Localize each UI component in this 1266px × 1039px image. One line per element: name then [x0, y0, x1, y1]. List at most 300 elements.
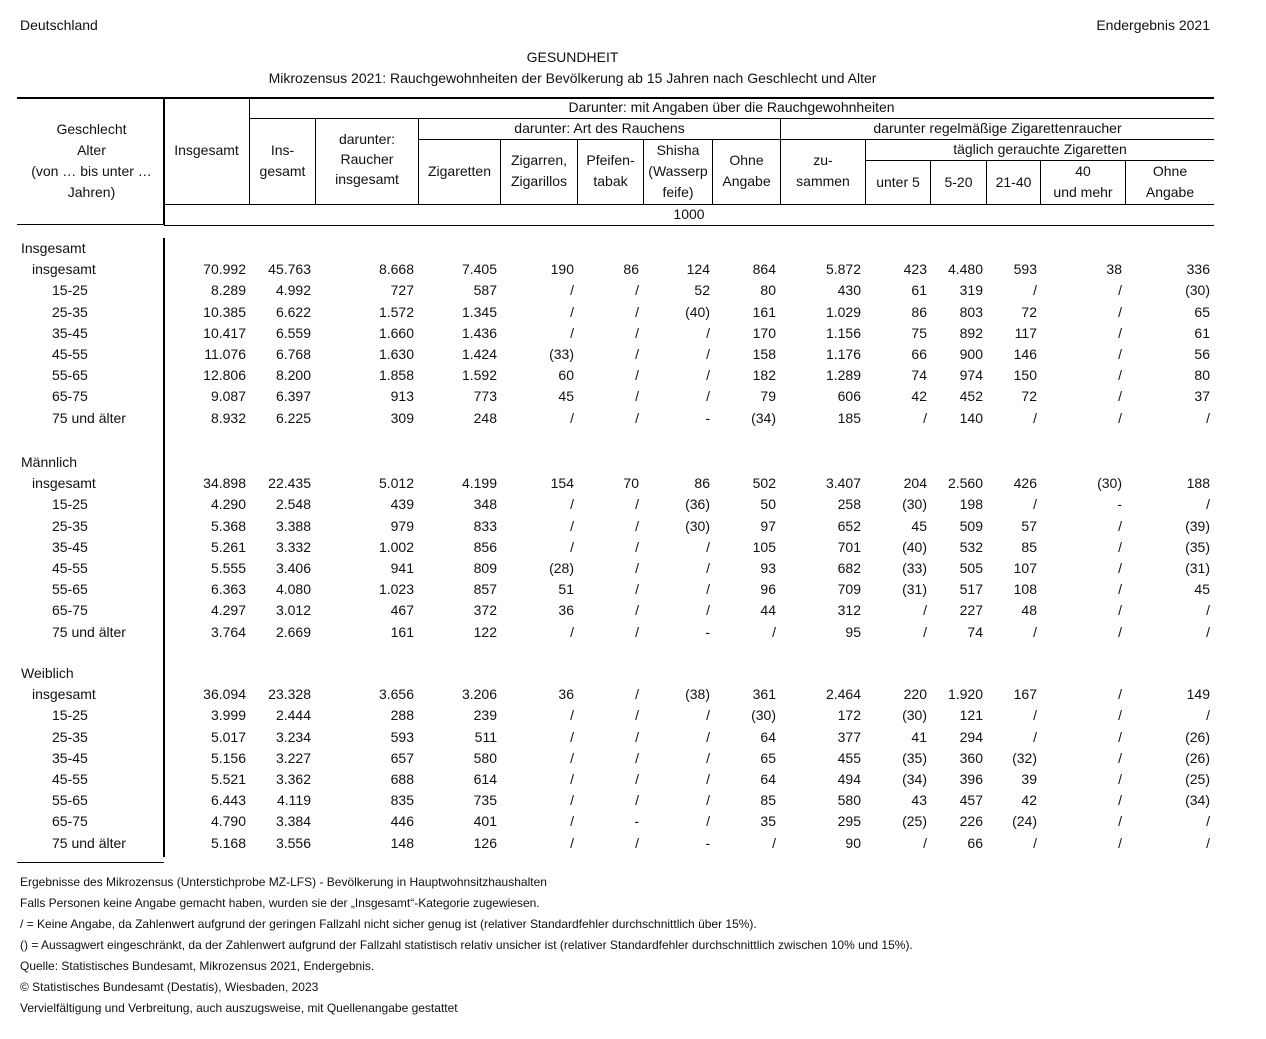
table-cell: 5.368	[210, 517, 246, 534]
table-cell: -	[705, 409, 710, 426]
table-cell: 149	[1186, 686, 1210, 703]
table-cell: 90	[845, 834, 861, 851]
topic-title: GESUNDHEIT	[526, 49, 619, 65]
table-cell: -	[705, 834, 710, 851]
row-label: 25-35	[52, 728, 88, 745]
table-cell: /	[570, 728, 574, 745]
table-cell: 45.763	[268, 261, 311, 278]
table-cell: /	[706, 813, 710, 830]
table-cell: (36)	[685, 496, 710, 513]
table-cell: 312	[837, 602, 861, 619]
table-cell: /	[1118, 623, 1122, 640]
table-cell: -	[634, 813, 639, 830]
table-cell: 75	[911, 324, 927, 341]
row-label: 55-65	[52, 792, 88, 809]
header-taeglich: täglich gerauchte Zigaretten	[953, 141, 1127, 157]
table-cell: 61	[911, 282, 927, 299]
header-ohne-angabe: Ohne Angabe	[1145, 163, 1195, 200]
header-shisha: Shisha (Wasserp feife)	[648, 142, 708, 200]
table-cell: 3.012	[275, 602, 311, 619]
table-cell: /	[570, 324, 574, 341]
table-cell: 45	[1194, 581, 1210, 598]
table-cell: 41	[911, 728, 927, 745]
table-cell: 580	[473, 749, 497, 766]
table-cell: 2.464	[825, 686, 861, 703]
table-cell: /	[1118, 324, 1122, 341]
table-cell: (39)	[1185, 517, 1210, 534]
table-cell: /	[706, 388, 710, 405]
table-cell: 56	[1194, 346, 1210, 362]
table-cell: 70	[623, 475, 639, 492]
table-cell: 74	[911, 367, 927, 384]
row-label: 65-75	[52, 388, 88, 405]
row-label: 65-75	[52, 602, 88, 619]
table-cell: 1.858	[378, 367, 414, 384]
table-cell: 44	[760, 602, 776, 619]
table-cell: /	[706, 367, 710, 384]
table-cell: 45	[911, 517, 927, 534]
table-cell: 614	[473, 771, 497, 787]
table-cell: /	[1118, 303, 1122, 320]
table-cell: /	[635, 707, 639, 724]
table-bottom-rule	[17, 862, 164, 863]
table-cell: 6.363	[210, 581, 246, 598]
table-cell: /	[570, 282, 574, 299]
table-cell: 2.548	[275, 496, 311, 513]
table-cell: 79	[760, 388, 776, 405]
table-cell: /	[706, 749, 710, 766]
table-cell: 42	[1021, 792, 1037, 809]
table-cell: 3.764	[210, 623, 246, 640]
table-cell: /	[1118, 749, 1122, 766]
table-cell: 95	[845, 623, 861, 640]
table-cell: /	[635, 834, 639, 851]
table-cell: 2.444	[275, 707, 311, 724]
table-cell: (34)	[751, 409, 776, 426]
table-cell: (30)	[902, 496, 927, 513]
row-label: 45-55	[52, 346, 88, 362]
table-cell: /	[635, 560, 639, 576]
table-cell: (26)	[1185, 728, 1210, 745]
row-label: insgesamt	[32, 475, 96, 492]
unit-label: 1000	[673, 206, 705, 222]
table-cell: 4.480	[947, 261, 983, 278]
table-cell: /	[1206, 623, 1210, 640]
table-cell: 1.345	[461, 303, 497, 320]
table-cell: /	[1118, 686, 1122, 703]
table-cell: 3.362	[275, 771, 311, 787]
header-regelmaessig: darunter regelmäßige Zigarettenraucher	[873, 120, 1122, 136]
table-cell: 57	[1021, 517, 1037, 534]
table-cell: 1.630	[378, 346, 414, 362]
table-cell: /	[570, 813, 574, 830]
table-cell: 161	[390, 623, 414, 640]
table-cell: 85	[1021, 538, 1037, 555]
table-cell: 23.328	[268, 686, 311, 703]
table-cell: 457	[959, 792, 983, 809]
header-insgesamt: Insgesamt	[174, 142, 239, 158]
table-cell: /	[1118, 367, 1122, 384]
table-cell: (33)	[549, 346, 574, 362]
table-cell: /	[923, 602, 927, 619]
table-cell: /	[1118, 834, 1122, 851]
table-cell: /	[1118, 602, 1122, 619]
table-cell: /	[570, 749, 574, 766]
table-cell: /	[706, 728, 710, 745]
table-cell: /	[635, 581, 639, 598]
table-cell: 336	[1186, 261, 1210, 278]
table-cell: 401	[473, 813, 497, 830]
row-label: 25-35	[52, 517, 88, 534]
table-cell: /	[706, 560, 710, 576]
table-title: Mikrozensus 2021: Rauchgewohnheiten der Bevölkerung ab 15 Jahren nach Geschlecht und Alter	[268, 70, 877, 86]
table-cell: (30)	[751, 707, 776, 724]
table-cell: 22.435	[268, 475, 311, 492]
table-cell: /	[635, 517, 639, 534]
footnote: © Statistisches Bundesamt (Destatis), Wiesbaden, 2023	[20, 980, 319, 994]
table-cell: 3.332	[275, 538, 311, 555]
table-cell: /	[570, 771, 574, 787]
table-cell: 377	[837, 728, 861, 745]
header-raucher-insgesamt: darunter: Raucher insgesamt	[335, 131, 399, 187]
table-cell: 36	[558, 602, 574, 619]
row-label: 35-45	[52, 749, 88, 766]
table-cell: /	[923, 834, 927, 851]
table-cell: /	[635, 409, 639, 426]
header-pfeifentabak: Pfeifen- tabak	[586, 152, 635, 189]
table-cell: 727	[390, 282, 414, 299]
table-cell: /	[706, 538, 710, 555]
table-cell: 36.094	[203, 686, 246, 703]
table-cell: 226	[959, 813, 983, 830]
table-cell: 3.407	[825, 475, 861, 492]
header-40-und-mehr: 40 und mehr	[1053, 163, 1113, 200]
table-cell: (32)	[1012, 749, 1037, 766]
row-label: 75 und älter	[52, 623, 126, 640]
table-cell: 185	[837, 409, 861, 426]
table-cell: 5.555	[210, 560, 246, 576]
table-cell: /	[1118, 538, 1122, 555]
table-cell: /	[635, 367, 639, 384]
header-zigaretten: Zigaretten	[427, 163, 492, 179]
table-cell: (30)	[1185, 282, 1210, 299]
table-cell: 5.156	[210, 749, 246, 766]
section-heading: Insgesamt	[21, 240, 86, 256]
table-cell: 1.289	[825, 367, 861, 384]
table-cell: 107	[1013, 560, 1037, 576]
section-heading: Weiblich	[21, 665, 74, 681]
table-cell: /	[1118, 346, 1122, 362]
table-cell: 4.992	[275, 282, 311, 299]
table-cell: 9.087	[210, 388, 246, 405]
table-cell: /	[1033, 834, 1037, 851]
header-art-des-rauchens: darunter: Art des Rauchens	[514, 120, 685, 136]
table-cell: 198	[959, 496, 983, 513]
table-cell: (30)	[685, 517, 710, 534]
table-cell: 979	[390, 517, 414, 534]
table-cell: (26)	[1185, 749, 1210, 766]
table-cell: 117	[1014, 324, 1037, 341]
footnote: Ergebnisse des Mikrozensus (Unterstichprobe MZ-LFS) - Bevölkerung in Hauptwohnsitzhaushalten	[20, 875, 547, 889]
table-cell: -	[705, 623, 710, 640]
table-cell: /	[1206, 707, 1210, 724]
table-cell: 3.999	[210, 707, 246, 724]
row-label: 75 und älter	[52, 834, 126, 851]
table-cell: 439	[390, 496, 414, 513]
table-cell: 11.076	[204, 346, 246, 362]
table-cell: /	[772, 623, 776, 640]
header-rule-left	[17, 224, 164, 225]
table-cell: 161	[752, 303, 776, 320]
table-cell: 4.790	[210, 813, 246, 830]
row-label: 65-75	[52, 813, 88, 830]
table-cell: 3.388	[275, 517, 311, 534]
table-cell: 833	[473, 517, 497, 534]
table-cell: /	[635, 496, 639, 513]
header-darunter-angaben: Darunter: mit Angaben über die Rauchgewohnheiten	[568, 99, 895, 115]
table-cell: 657	[390, 749, 414, 766]
table-cell: 42	[911, 388, 927, 405]
table-cell: 446	[390, 813, 414, 830]
table-cell: /	[706, 581, 710, 598]
table-cell: 66	[911, 346, 927, 362]
table-cell: 6.622	[275, 303, 311, 320]
row-label: 35-45	[52, 538, 88, 555]
table-cell: (34)	[902, 771, 927, 787]
row-label: 55-65	[52, 581, 88, 598]
row-label: 15-25	[52, 707, 88, 724]
table-cell: 3.227	[275, 749, 311, 766]
table-cell: 511	[474, 728, 497, 745]
table-cell: 1.002	[378, 538, 414, 555]
header-unter5: unter 5	[876, 174, 920, 190]
table-cell: 4.290	[210, 496, 246, 513]
table-cell: 809	[473, 560, 497, 576]
header-zusammen: zu- sammen	[796, 152, 850, 189]
table-cell: 36	[558, 686, 574, 703]
table-cell: -	[1117, 496, 1122, 513]
table-cell: 74	[967, 623, 983, 640]
table-cell: 5.872	[825, 261, 861, 278]
table-cell: 682	[837, 560, 861, 576]
table-cell: 85	[760, 792, 776, 809]
table-cell: 5.012	[378, 475, 414, 492]
table-cell: 227	[959, 602, 983, 619]
table-cell: 494	[837, 771, 861, 787]
table-cell: 170	[752, 324, 776, 341]
table-cell: 974	[959, 367, 983, 384]
table-cell: 580	[837, 792, 861, 809]
table-cell: /	[635, 282, 639, 299]
table-cell: /	[635, 538, 639, 555]
table-cell: 72	[1021, 388, 1037, 405]
table-cell: 50	[760, 496, 776, 513]
table-cell: 593	[1013, 261, 1037, 278]
table-cell: 45	[558, 388, 574, 405]
table-cell: 108	[1013, 581, 1037, 598]
row-label: 45-55	[52, 771, 88, 787]
table-cell: (40)	[685, 303, 710, 320]
table-cell: 294	[959, 728, 983, 745]
table-cell: 182	[752, 367, 776, 384]
table-cell: 309	[390, 409, 414, 426]
table-cell: (33)	[902, 560, 927, 576]
table-cell: 455	[837, 749, 861, 766]
table-cell: 6.559	[275, 324, 311, 341]
table-cell: (40)	[902, 538, 927, 555]
result-label: Endergebnis 2021	[1096, 17, 1210, 33]
table-cell: 10.417	[203, 324, 246, 341]
table-cell: /	[706, 771, 710, 787]
table-cell: 37	[1194, 388, 1210, 405]
table-cell: /	[772, 834, 776, 851]
table-cell: 97	[760, 517, 776, 534]
table-cell: 86	[623, 261, 639, 278]
table-cell: /	[1118, 813, 1122, 830]
table-cell: /	[1118, 388, 1122, 405]
table-cell: 140	[959, 409, 983, 426]
table-cell: /	[570, 623, 574, 640]
table-cell: 295	[837, 813, 861, 830]
row-label: 45-55	[52, 560, 88, 576]
table-cell: 39	[1021, 771, 1037, 787]
row-label: 15-25	[52, 496, 88, 513]
table-cell: /	[635, 623, 639, 640]
table-cell: /	[635, 749, 639, 766]
table-cell: 467	[390, 602, 414, 619]
table-cell: (30)	[1097, 475, 1122, 492]
table-cell: /	[923, 623, 927, 640]
table-cell: /	[1118, 409, 1122, 426]
table-cell: 150	[1013, 367, 1037, 384]
footnote: Quelle: Statistisches Bundesamt, Mikrozensus 2021, Endergebnis.	[20, 959, 375, 973]
table-cell: 1.023	[378, 581, 414, 598]
table-cell: /	[570, 517, 574, 534]
table-cell: 3.556	[275, 834, 311, 851]
row-label: 35-45	[52, 324, 88, 341]
row-label: insgesamt	[32, 261, 96, 278]
table-cell: 64	[760, 728, 776, 745]
table-cell: /	[570, 409, 574, 426]
table-cell: 38	[1106, 261, 1122, 278]
footnote: Vervielfältigung und Verbreitung, auch auszugsweise, mit Quellenangabe gestattet	[20, 1001, 458, 1015]
table-cell: 65	[760, 749, 776, 766]
table-cell: 606	[837, 388, 861, 405]
table-cell: 4.199	[461, 475, 497, 492]
table-cell: /	[1033, 282, 1037, 299]
table-cell: 426	[1013, 475, 1037, 492]
table-cell: 66	[967, 834, 983, 851]
table-cell: 80	[1194, 367, 1210, 384]
table-cell: /	[706, 346, 710, 362]
table-cell: 61	[1194, 324, 1210, 341]
table-cell: 1.572	[378, 303, 414, 320]
table-cell: 864	[752, 261, 776, 278]
table-cell: 146	[1013, 346, 1037, 362]
row-label: insgesamt	[32, 686, 96, 703]
table-cell: 3.406	[275, 560, 311, 576]
table-cell: 372	[473, 602, 497, 619]
table-cell: /	[1118, 517, 1122, 534]
row-label: 75 und älter	[52, 409, 126, 426]
table-cell: /	[1118, 581, 1122, 598]
table-cell: /	[706, 792, 710, 809]
table-cell: /	[635, 602, 639, 619]
table-cell: 857	[473, 581, 497, 598]
table-cell: 2.560	[947, 475, 983, 492]
table-cell: /	[1206, 602, 1210, 619]
table-cell: /	[570, 538, 574, 555]
table-cell: 190	[550, 261, 574, 278]
table-cell: /	[570, 834, 574, 851]
table-cell: 154	[550, 475, 574, 492]
table-cell: 652	[837, 517, 861, 534]
country-label: Deutschland	[20, 17, 98, 33]
table-cell: 593	[390, 728, 414, 745]
footnote: Falls Personen keine Angabe gemacht haben, wurden sie der „Insgesamt“-Kategorie zugewiesen.	[20, 896, 540, 910]
table-cell: 122	[473, 623, 497, 640]
row-label: 15-25	[52, 282, 88, 299]
table-cell: 86	[911, 303, 927, 320]
table-cell: 5.261	[210, 538, 246, 555]
table-cell: 124	[686, 261, 710, 278]
table-cell: 892	[959, 324, 983, 341]
table-cell: (35)	[902, 749, 927, 766]
table-cell: 48	[1021, 602, 1037, 619]
table-cell: 96	[760, 581, 776, 598]
header-rule-5	[164, 225, 1214, 226]
row-label: 55-65	[52, 367, 88, 384]
table-cell: 248	[473, 409, 497, 426]
table-cell: 735	[473, 792, 497, 809]
section-heading: Männlich	[21, 454, 78, 470]
table-cell: /	[1206, 409, 1210, 426]
table-cell: (31)	[1185, 560, 1210, 576]
table-cell: 158	[752, 346, 776, 362]
table-cell: 65	[1194, 303, 1210, 320]
footnote: () = Aussagwert eingeschränkt, da der Zahlenwert aufgrund der Fallzahl statistisch relativ unsicher ist (relativer Standardfehler durchschnittlich zwischen 10% und 15%).	[20, 938, 913, 952]
table-cell: 288	[390, 707, 414, 724]
table-cell: 70.992	[203, 261, 246, 278]
table-cell: 3.384	[275, 813, 311, 830]
table-cell: 8.932	[210, 409, 246, 426]
table-cell: 532	[959, 538, 983, 555]
table-cell: 239	[473, 707, 497, 724]
table-cell: (38)	[685, 686, 710, 703]
table-cell: 148	[390, 834, 414, 851]
table-cell: 8.200	[275, 367, 311, 384]
table-cell: 1.920	[947, 686, 983, 703]
table-cell: 502	[752, 475, 776, 492]
header-group-label: Geschlecht Alter (von … bis unter … Jahren)	[31, 121, 152, 200]
label-column-divider-body	[163, 238, 165, 857]
table-cell: 220	[903, 686, 927, 703]
table-cell: 93	[760, 560, 776, 576]
table-cell: /	[706, 707, 710, 724]
table-cell: 172	[837, 707, 861, 724]
footnote: / = Keine Angabe, da Zahlenwert aufgrund der geringen Fallzahl nicht sicher genug ist (relativer Standardfehler durchschnittlich über 15%).	[20, 917, 757, 931]
table-cell: /	[570, 303, 574, 320]
table-cell: 3.234	[275, 728, 311, 745]
table-cell: 126	[473, 834, 497, 851]
table-cell: 52	[694, 282, 710, 299]
table-cell: /	[1206, 496, 1210, 513]
table-cell: /	[1033, 707, 1037, 724]
table-cell: 319	[959, 282, 983, 299]
table-cell: 423	[903, 261, 927, 278]
header-21-40: 21-40	[995, 174, 1032, 190]
table-cell: 1.436	[461, 324, 497, 341]
